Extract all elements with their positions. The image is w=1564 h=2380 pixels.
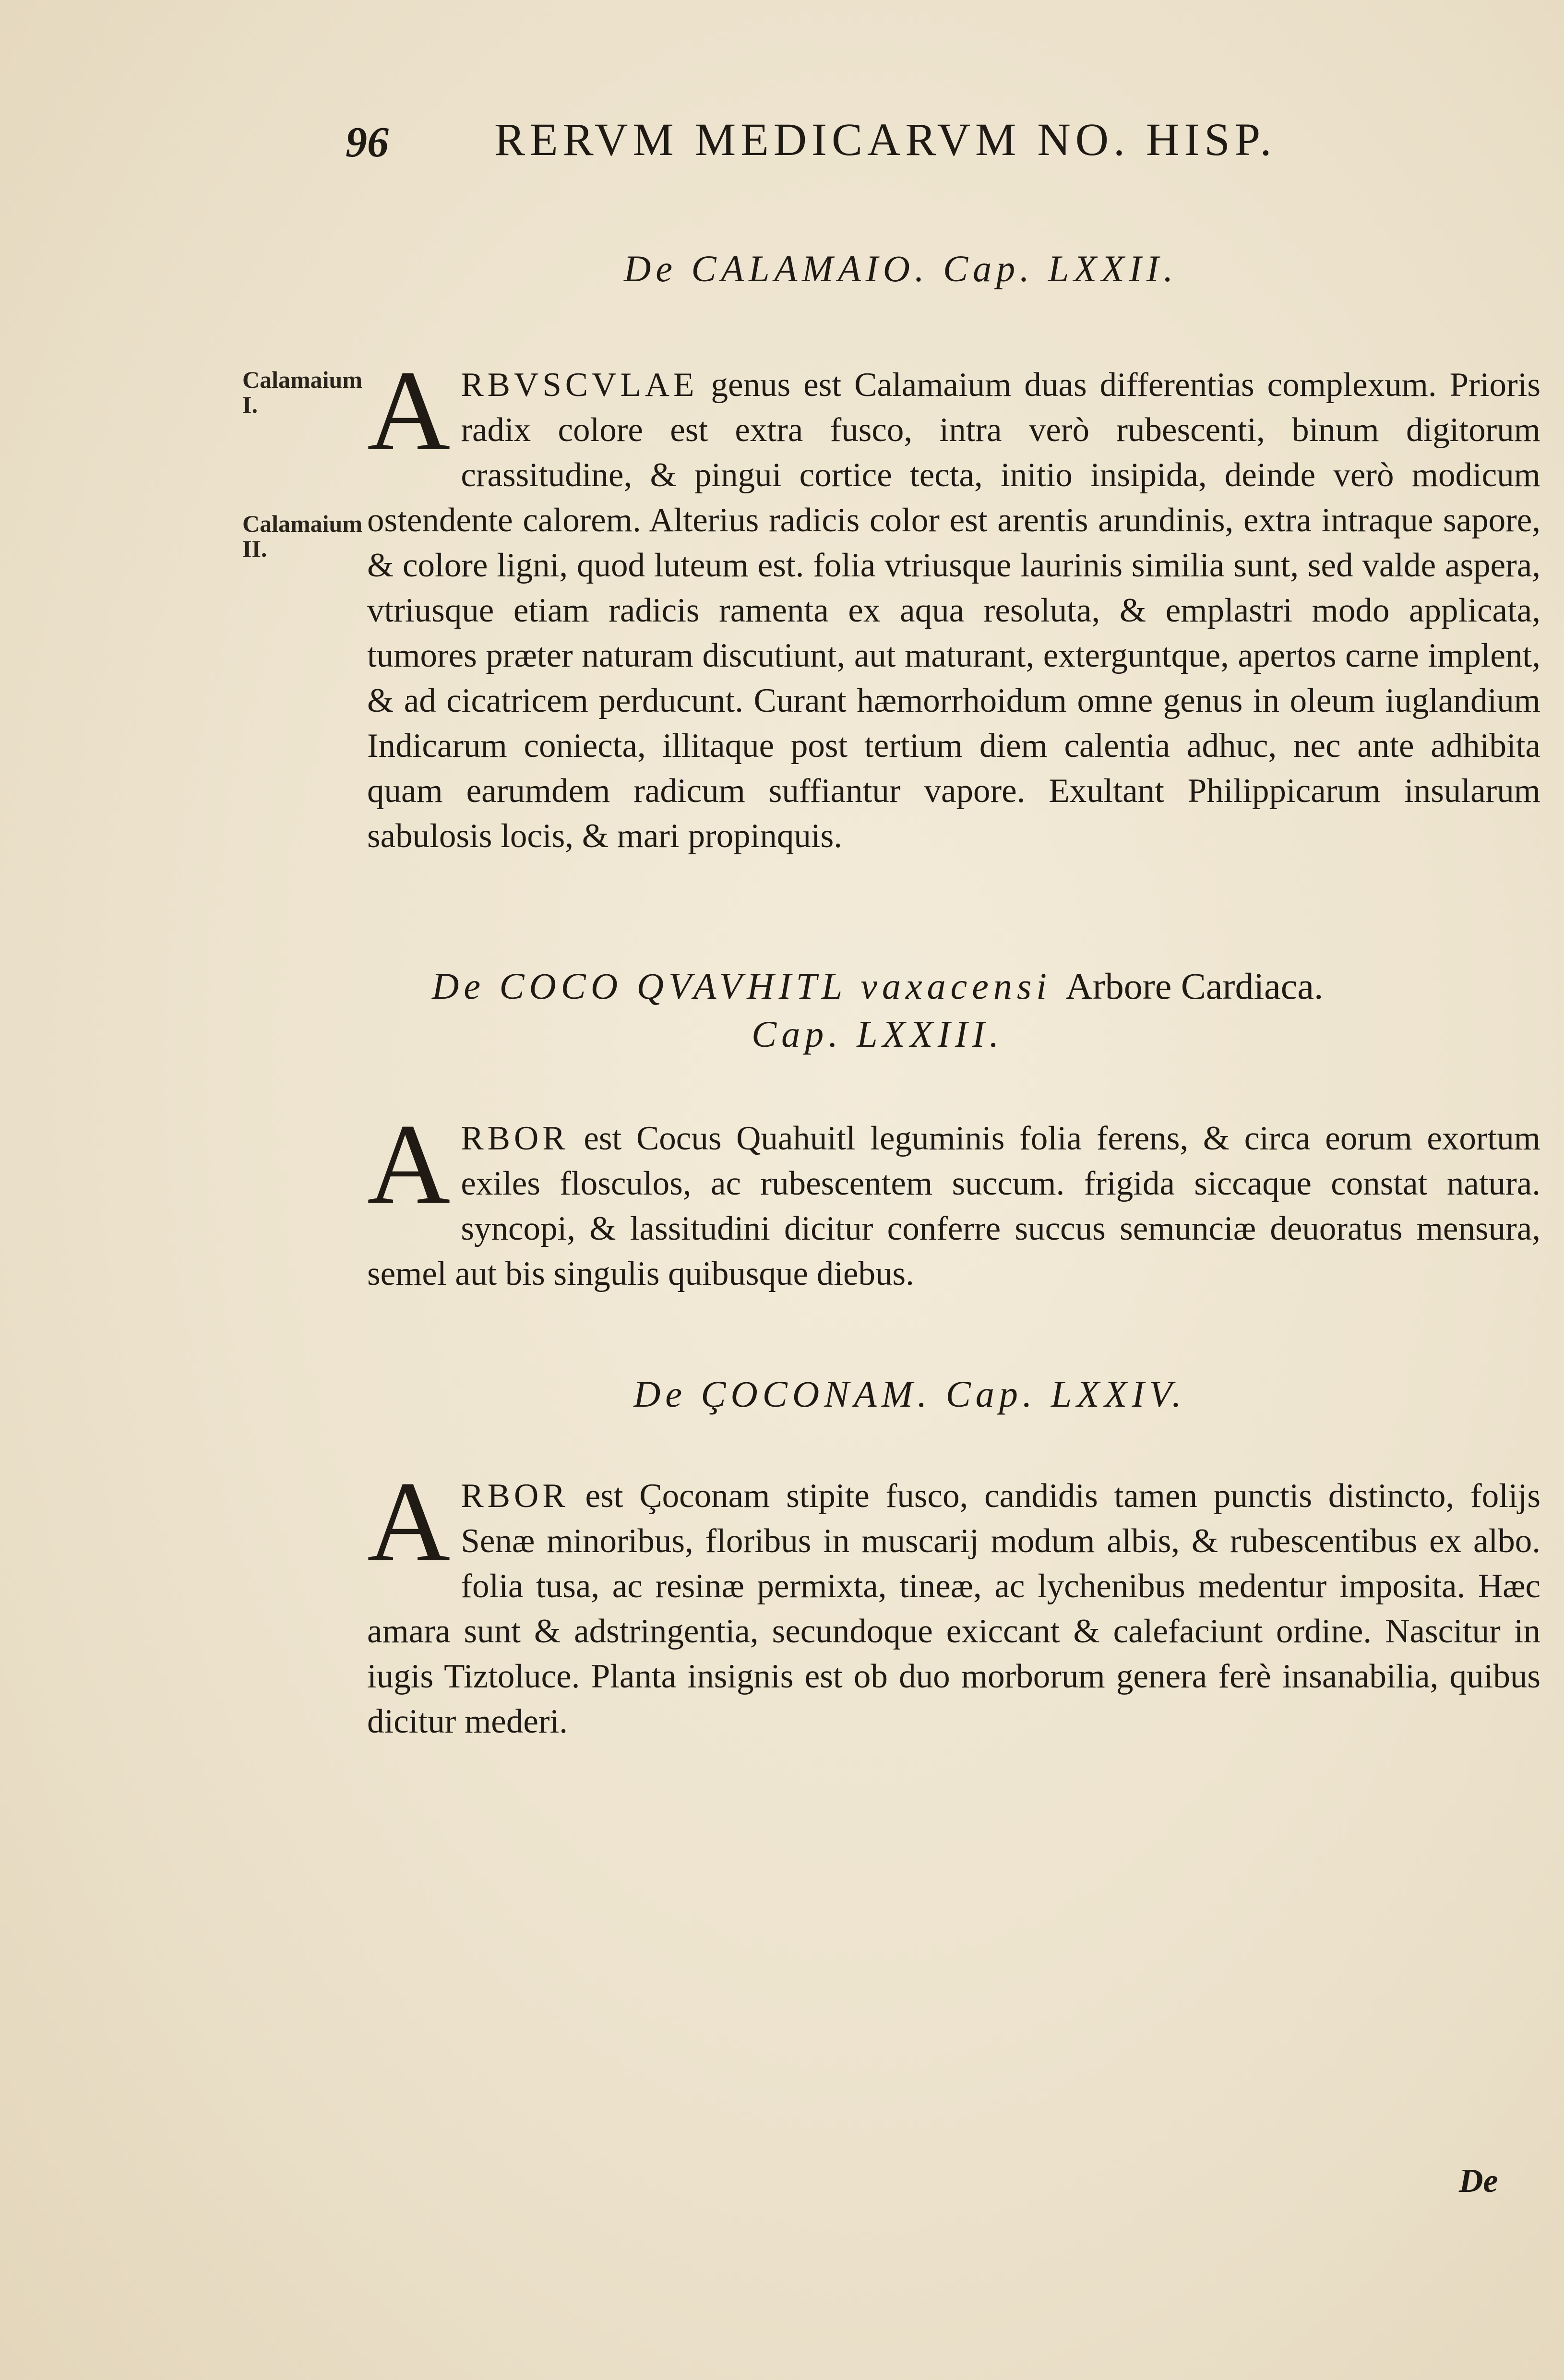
paragraph-text: est Çoconam stipite fusco, candidis tamen punctis distincto, folijs Senæ minoribus, floribus in muscarij modum albis, & rubescentibus ex albo. folia tusa, ac resinæ permixta, tineæ, ac lychenibus medentur imposita. Hæc amara sunt & adstringentia, secundoque exiccant & calefaciunt ordine. Nascitur in iugis Tiztoluce. Planta insignis est ob duo morborum genera ferè insanabilia, quibus dicitur mederi. — [367, 1477, 1541, 1740]
chapter-heading-lxxiii — [432, 965, 1323, 1056]
paragraph-text: genus est Calamaium duas differentias complexum. Prioris radix colore est extra fusco, intra verò rubescenti, binum digitorum crassitudine, & pingui cortice tecta, initio insipida, deinde verò modicum ostendente calorem. Alterius radicis color est arentis arundinis, extra intraque sapore, & colore ligni, quod luteum est. folia vtriusque laurinis similia sunt, sed valde aspera, vtriusque etiam radicis ramenta ex aqua resoluta, & emplastri modo applicata, tumores præter naturam discutiunt, aut maturant, exterguntque, apertos carne implent, & ad cicatricem perducunt. Curant hæmorrhoidum omne genus in oleum iuglandium Indicarum coniecta, illitaque post tertium diem calentia adhuc, nec ante adhibita quam earumdem radicum suffiantur vapore. Exultant Philippicarum insularum sabulosis locis, & mari propinquis. — [367, 366, 1541, 855]
heading-cap-number: Cap. LXXIII. — [752, 1013, 1004, 1055]
chapter-heading-lxxiv: De ÇOCONAM. Cap. LXXIV. — [633, 1373, 1186, 1415]
chapter-body-lxxiv — [367, 1458, 1541, 1744]
paragraph-text: est Cocus Quahuitl leguminis folia ferens, & circa eorum exortum exiles flosculos, ac rubescentem succum. frigida siccaque constat natura. syncopi, & lassitudini dicitur conferre succus semunciæ deuoratus mensura, semel aut bis singulis quibusque diebus. — [367, 1120, 1541, 1292]
page-number: 96 — [346, 119, 389, 166]
running-title: RERVM MEDICARVM NO. HISP. — [494, 114, 1277, 165]
marginal-note-calamaium-2: Calamaium II. — [242, 510, 362, 562]
lead-caps: RBOR — [461, 1120, 569, 1157]
drop-cap: A — [367, 1458, 451, 1585]
heading-italic-part: De COCO QVAVHITL vaxacensi — [432, 965, 1051, 1007]
lead-caps: RBVSCVLAE — [461, 366, 698, 404]
drop-cap: A — [367, 347, 451, 474]
chapter-body-lxxiii — [367, 1100, 1541, 1296]
drop-cap: A — [367, 1100, 451, 1228]
chapter-heading-lxxii: De CALAMAIO. Cap. LXXII. — [624, 248, 1178, 289]
heading-upright-part: Arbore Cardiaca. — [1065, 965, 1324, 1007]
catchword: De — [1459, 2163, 1498, 2200]
lead-caps: RBOR — [461, 1477, 569, 1515]
chapter-body-lxxii — [367, 347, 1541, 859]
running-head — [346, 113, 1401, 170]
marginal-note-calamaium-1: Calamaium I. — [242, 366, 362, 418]
